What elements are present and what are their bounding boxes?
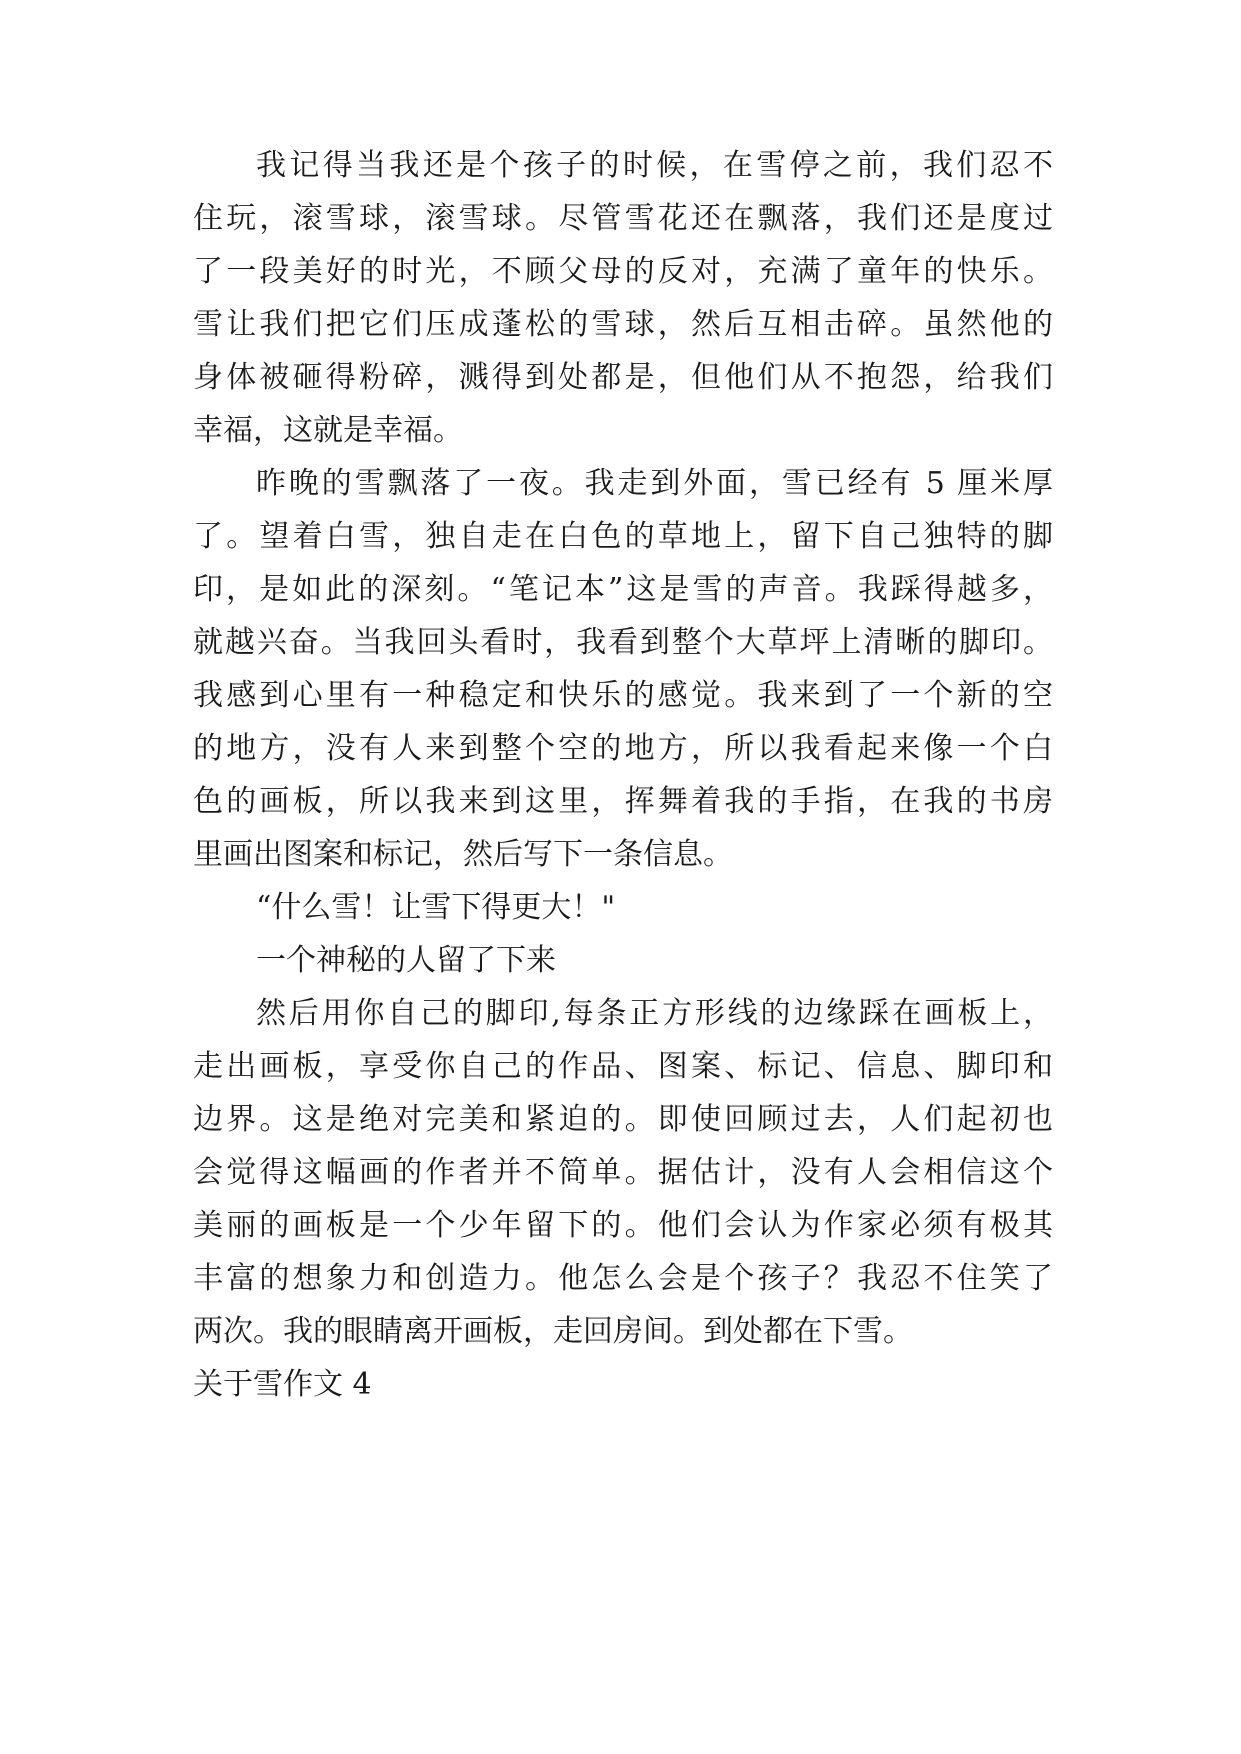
paragraph-1-line-5: 身体被砸得粉碎，溅得到处都是，但他们从不抱怨，给我们	[193, 360, 1053, 395]
paragraph-5-line-6: 丰富的想象力和创造力。他怎么会是个孩子？我忍不住笑了	[193, 1261, 1053, 1296]
paragraph-1-line-4: 雪让我们把它们压成蓬松的雪球，然后互相击碎。虽然他的	[193, 307, 1053, 342]
paragraph-5-line-7: 两次。我的眼睛离开画板，走回房间。到处都在下雪。	[193, 1314, 913, 1349]
paragraph-1-line-1: 我记得当我还是个孩子的时候，在雪停之前，我们忍不	[256, 148, 1053, 183]
paragraph-5-line-5: 美丽的画板是一个少年留下的。他们会认为作家必须有极其	[193, 1208, 1053, 1243]
paragraph-2-line-2: 了。望着白雪，独自走在白色的草地上，留下自己独特的脚	[193, 519, 1053, 554]
paragraph-2-line-4: 就越兴奋。当我回头看时，我看到整个大草坪上清晰的脚印。	[193, 625, 1053, 660]
paragraph-5-line-4: 会觉得这幅画的作者并不简单。据估计，没有人会相信这个	[193, 1155, 1053, 1190]
paragraph-2-line-7: 色的画板，所以我来到这里，挥舞着我的手指，在我的书房	[193, 784, 1053, 819]
paragraph-3-line-1: “什么雪！让雪下得更大！"	[256, 890, 616, 925]
paragraph-5-line-3: 边界。这是绝对完美和紧迫的。即使回顾过去，人们起初也	[193, 1102, 1053, 1137]
paragraph-2-line-8: 里画出图案和标记，然后写下一条信息。	[193, 837, 733, 872]
paragraph-2-line-3: 印，是如此的深刻。“笔记本”这是雪的声音。我踩得越多，	[193, 572, 1053, 607]
paragraph-2-line-1: 昨晚的雪飘落了一夜。我走到外面，雪已经有 5 厘米厚	[256, 466, 1053, 501]
paragraph-1-line-2: 住玩，滚雪球，滚雪球。尽管雪花还在飘落，我们还是度过	[193, 201, 1053, 236]
paragraph-1-line-6: 幸福，这就是幸福。	[193, 413, 463, 448]
paragraph-2-line-5: 我感到心里有一种稳定和快乐的感觉。我来到了一个新的空	[193, 678, 1053, 713]
paragraph-4-line-1: 一个神秘的人留了下来	[256, 943, 556, 978]
paragraph-2-line-6: 的地方，没有人来到整个空的地方，所以我看起来像一个白	[193, 731, 1053, 766]
section-title: 关于雪作文 4	[193, 1367, 372, 1402]
paragraph-5-line-1: 然后用你自己的脚印,每条正方形线的边缘踩在画板上，	[256, 996, 1053, 1031]
paragraph-1-line-3: 了一段美好的时光，不顾父母的反对，充满了童年的快乐。	[193, 254, 1053, 289]
paragraph-5-line-2: 走出画板，享受你自己的作品、图案、标记、信息、脚印和	[193, 1049, 1053, 1084]
